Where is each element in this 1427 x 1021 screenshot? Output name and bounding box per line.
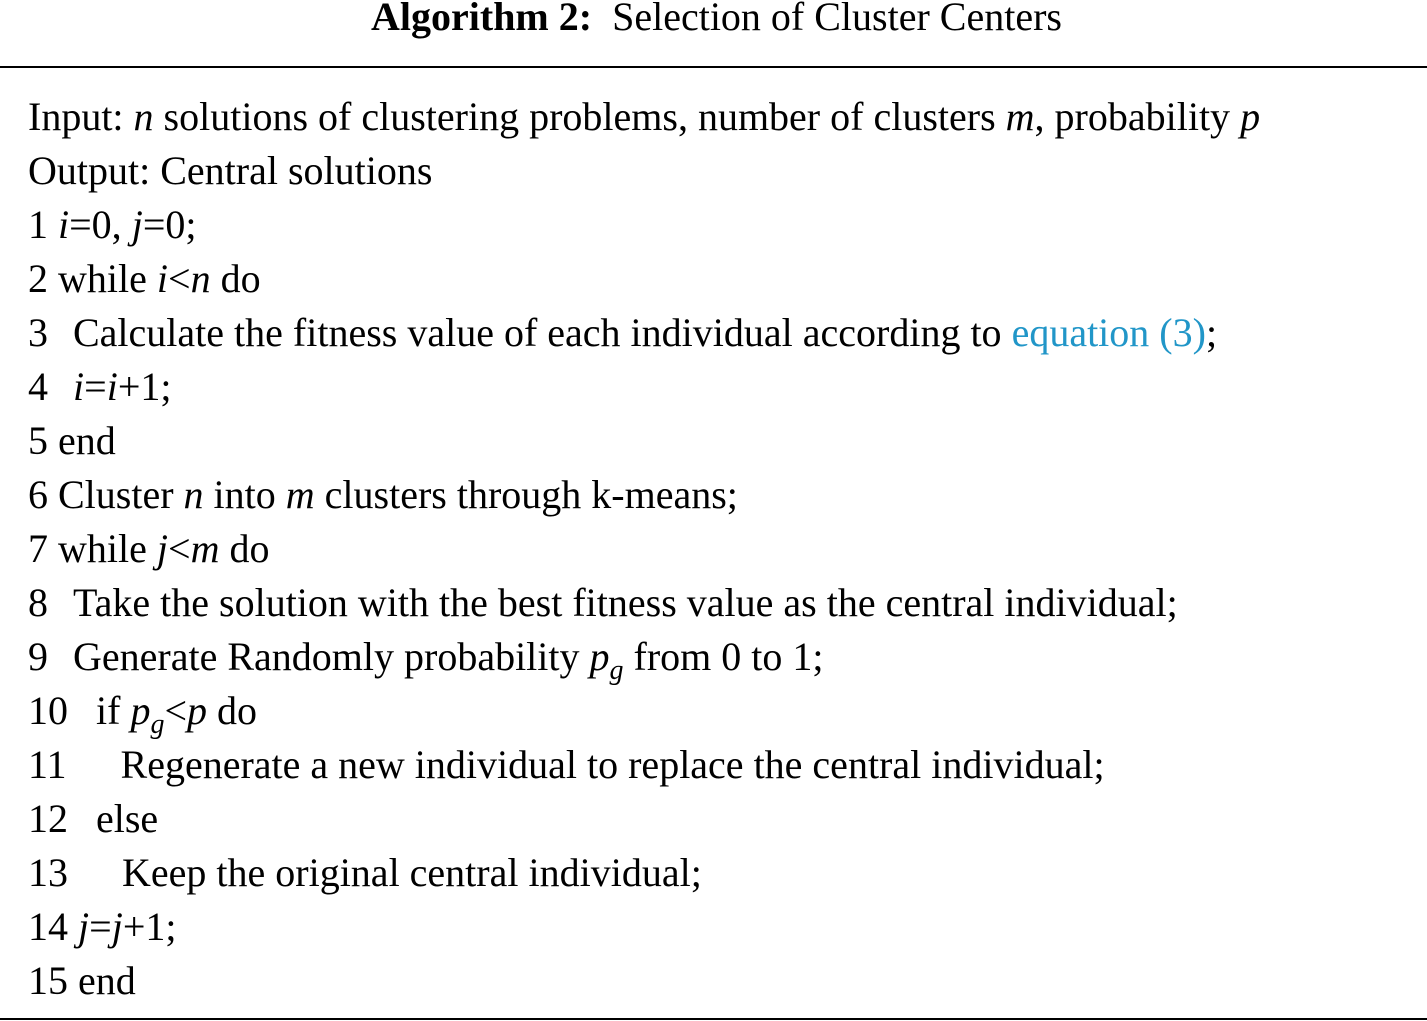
algo-line-5 (28, 414, 1427, 468)
line-text: < (164, 688, 187, 733)
equation-link[interactable]: equation (3) (1011, 310, 1206, 355)
var-j: j (131, 202, 143, 247)
var-m: m (1005, 94, 1035, 139)
line-text: else (96, 796, 159, 841)
line-text: < (168, 526, 191, 571)
var-n: n (133, 94, 154, 139)
line-number: 2 (28, 256, 48, 301)
algo-line-10 (28, 684, 1427, 738)
line-text: Take the solution with the best fitness value as the central individual; (73, 580, 1178, 625)
line-text: do (207, 688, 257, 733)
algo-line-8 (28, 576, 1427, 630)
line-number: 8 (28, 580, 48, 625)
line-text: +1; (122, 904, 177, 949)
line-text: end (78, 958, 136, 1003)
line-number: 12 (28, 796, 68, 841)
line-number: 14 (28, 904, 68, 949)
line-number: 7 (28, 526, 48, 571)
var-n: n (190, 256, 211, 301)
algo-line-9 (28, 630, 1427, 684)
line-text: =0; (142, 202, 197, 247)
input-text-2: , probability (1034, 94, 1241, 139)
var-n: n (183, 472, 204, 517)
var-p: p (130, 688, 151, 733)
line-number: 1 (28, 202, 48, 247)
bottom-rule (0, 1018, 1427, 1020)
var-i: i (73, 364, 85, 409)
line-text: clusters through k-means; (314, 472, 738, 517)
algo-line-3 (28, 306, 1427, 360)
var-j: j (78, 904, 90, 949)
line-number: 10 (28, 688, 68, 733)
line-text: Generate Randomly probability (73, 634, 590, 679)
output-line: Output: Central solutions (28, 148, 433, 193)
algorithm-label: Algorithm 2: (371, 0, 593, 39)
line-text: if (96, 688, 131, 733)
line-text: while (58, 526, 157, 571)
algo-line-4 (28, 360, 1427, 414)
var-i: i (106, 364, 118, 409)
line-number: 15 (28, 958, 68, 1003)
line-text: Regenerate a new individual to replace the central individual; (120, 742, 1105, 787)
input-line (28, 90, 1427, 144)
line-text: ; (1205, 310, 1218, 355)
input-prefix: Input: (28, 94, 134, 139)
var-j: j (156, 526, 168, 571)
line-number: 11 (28, 742, 67, 787)
line-number: 6 (28, 472, 48, 517)
line-text: = (89, 904, 112, 949)
line-text: from 0 to 1; (623, 634, 824, 679)
var-i: i (58, 202, 70, 247)
line-text: do (219, 526, 270, 571)
line-text: Keep the original central individual; (122, 850, 702, 895)
line-number: 9 (28, 634, 48, 679)
line-text: =0, (69, 202, 132, 247)
line-text: +1; (117, 364, 172, 409)
var-p: p (589, 634, 610, 679)
line-text: Cluster (58, 472, 184, 517)
top-rule (0, 66, 1427, 68)
line-text: end (58, 418, 116, 463)
line-number: 13 (28, 850, 68, 895)
subscript-g: g (150, 709, 165, 740)
line-text: < (168, 256, 191, 301)
algorithm-body (28, 90, 1427, 1008)
var-p: p (187, 688, 207, 733)
line-number: 5 (28, 418, 48, 463)
algorithm-caption (0, 0, 1427, 43)
algo-line-6 (28, 468, 1427, 522)
var-m: m (285, 472, 315, 517)
line-number: 4 (28, 364, 48, 409)
line-number: 3 (28, 310, 48, 355)
line-text: while (58, 256, 157, 301)
line-text: into (203, 472, 286, 517)
algo-line-14 (28, 900, 1427, 954)
line-text: do (210, 256, 261, 301)
algo-line-15 (28, 954, 1427, 1008)
line-text: Calculate the fitness value of each individual according to (73, 310, 1012, 355)
algo-line-7 (28, 522, 1427, 576)
algorithm-title: Selection of Cluster Centers (612, 0, 1062, 39)
algo-line-13 (28, 846, 1427, 900)
var-i: i (156, 256, 168, 301)
algo-line-11 (28, 738, 1427, 792)
algo-line-2 (28, 252, 1427, 306)
var-p: p (1240, 94, 1261, 139)
input-text: solutions of clustering problems, number of clusters (153, 94, 1006, 139)
algo-line-12 (28, 792, 1427, 846)
subscript-g: g (609, 655, 624, 686)
line-text: = (84, 364, 107, 409)
var-j: j (111, 904, 123, 949)
var-m: m (190, 526, 220, 571)
algo-line-1 (28, 198, 1427, 252)
